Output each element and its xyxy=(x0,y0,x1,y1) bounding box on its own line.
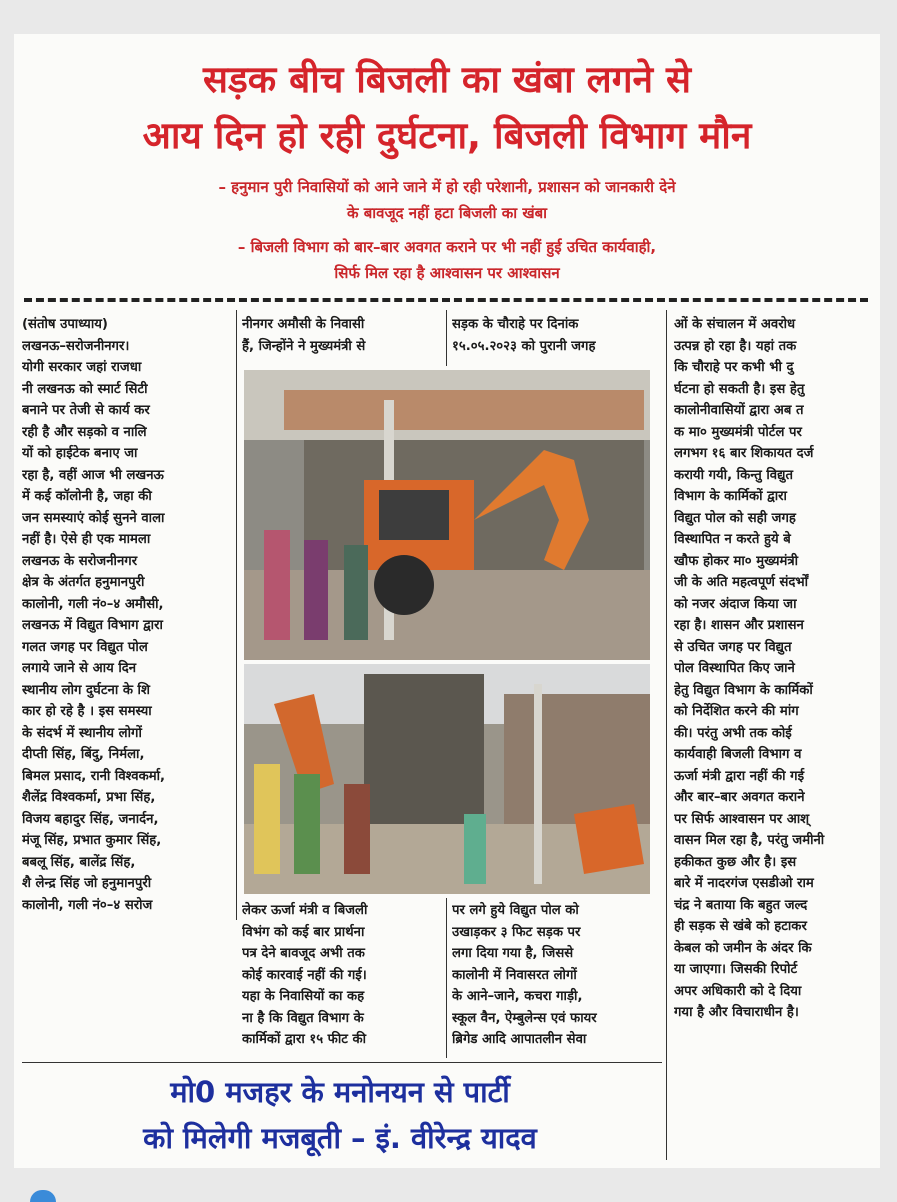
subhead-line-4: सिर्फ मिल रहा है आश्वासन पर आश्वासन xyxy=(334,264,560,282)
article-line: वासन मिल रहा है, परंतु जमीनी xyxy=(674,833,825,848)
article-line: बारे में नादरगंज एसडीओ राम xyxy=(674,876,814,891)
subhead-line-1: – हनुमान पुरी निवासियों को आने जाने में हो रही परेशानी, प्रशासन को जानकारी देने xyxy=(218,178,676,196)
article-line: कार्मिकों द्वारा १५ फीट की xyxy=(242,1032,367,1047)
article-line: हेतु विद्युत विभाग के कार्मिकों xyxy=(674,682,813,698)
article-line: गया है और विचाराधीन है। xyxy=(674,1005,799,1020)
article-line: जन समस्याएं कोई सुनने वाला xyxy=(22,510,165,526)
column-rule xyxy=(446,898,447,1058)
article-line: रही है और सड़को व नालि xyxy=(22,424,147,440)
article-line: शैलेंद्र विश्वकर्मा, प्रभा सिंह, xyxy=(22,790,156,805)
article-line: योगी सरकार जहां राजधा xyxy=(22,360,142,375)
column-rule xyxy=(446,310,447,366)
article-line: स्थानीय लोग दुर्घटना के शि xyxy=(22,682,150,698)
article-line: रहा है, वहीं आज भी लखनऊ xyxy=(22,467,164,483)
article-line: को नजर अंदाज किया जा xyxy=(674,596,797,612)
article-line: अपर अधिकारी को दे दिया xyxy=(674,983,802,999)
article-line: और बार–बार अवगत कराने xyxy=(674,790,805,805)
article-line: यहा के निवासियों का कह xyxy=(242,989,365,1004)
article-column-3-top xyxy=(452,314,660,364)
article-line: ही सड़क से खंबे को हटाकर xyxy=(674,919,807,934)
article-line: कालोनी में निवासरत लोगों xyxy=(452,967,577,983)
bottom-headline-line-1: मो0 मजहर के मनोनयन से पार्टी xyxy=(170,1075,510,1109)
article-line: कोई कारवाई नहीं की गई। xyxy=(242,967,367,983)
article-line: कार्यवाही बिजली विभाग व xyxy=(674,747,802,762)
article-line: लखनऊ–सरोजनीनगर। xyxy=(22,338,130,354)
article-line: र्घटना हो सकती है। इस हेतु xyxy=(674,381,805,397)
screen-bottom-strip xyxy=(0,1168,897,1200)
photo-excavator-removing-pole xyxy=(244,370,650,660)
article-line: की। परंतु अभी तक कोई xyxy=(674,725,792,741)
article-column-4 xyxy=(674,314,876,1164)
article-line: हैं, जिन्होंने ने मुख्यमंत्री से xyxy=(242,338,366,354)
article-line: बनाने पर तेजी से कार्य कर xyxy=(22,403,150,418)
photo-residents-and-excavator xyxy=(244,664,650,894)
article-line: पोल विस्थापित किए जाने xyxy=(674,661,795,676)
article-line: बिमल प्रसाद, रानी विश्वकर्मा, xyxy=(22,768,166,784)
article-line: विभंग को कई बार प्रार्थना xyxy=(242,924,365,940)
article-column-1 xyxy=(22,314,234,924)
article-line: ब्रिगेड आदि आपातलीन सेवा xyxy=(452,1032,587,1047)
article-line: पर लगे हुये विद्युत पोल को xyxy=(452,903,579,918)
article-column-3-bottom xyxy=(452,900,660,1058)
article-line: विभाग के कार्मिकों द्वारा xyxy=(674,489,787,504)
column-rule xyxy=(236,310,237,920)
article-line: विद्युत पोल को सही जगह xyxy=(674,510,796,526)
article-line: कालोनीवासियों द्वारा अब त xyxy=(674,403,804,418)
article-line: स्कूल वैन, ऐम्बुलेन्स एवं फायर xyxy=(452,1010,597,1026)
bottom-headline-line-2: को मिलेगी मजबूती – इं. वीरेन्द्र यादव xyxy=(143,1121,537,1155)
article-line: सड़क के चौराहे पर दिनांक xyxy=(452,317,579,332)
section-rule xyxy=(22,1062,662,1063)
article-line: गलत जगह पर विद्युत पोल xyxy=(22,639,148,655)
subhead-line-3: – बिजली विभाग को बार–बार अवगत कराने पर भी नहीं हुई उचित कार्यवाही, xyxy=(237,238,657,256)
article-line: नीनगर अमौसी के निवासी xyxy=(242,317,365,332)
article-line: लेकर ऊर्जा मंत्री व बिजली xyxy=(242,903,368,918)
dashed-divider xyxy=(24,298,868,302)
article-line: रहा है। शासन और प्रशासन xyxy=(674,618,804,633)
article-line: १५.०५.२०२३ को पुरानी जगह xyxy=(452,338,596,354)
article-line: कार हो रहे है । इस समस्या xyxy=(22,704,152,719)
article-line: ओं के संचालन में अवरोध xyxy=(674,317,796,332)
headline-line-2: आय दिन हो रही दुर्घटना, बिजली विभाग मौन xyxy=(142,114,752,157)
article-line: उत्पन्न हो रहा है। यहां तक xyxy=(674,338,797,354)
article-line: विस्थापित न करते हुये बे xyxy=(674,532,791,547)
article-line: बबलू सिंह, बालेंद्र सिंह, xyxy=(22,854,136,870)
article-line: (संतोष उपाध्याय) xyxy=(22,317,108,332)
article-line: विजय बहादुर सिंह, जनार्दन, xyxy=(22,811,159,827)
article-line: के संदर्भ में स्थानीय लोगों xyxy=(22,725,142,741)
article-line: पत्र देने बावजूद अभी तक xyxy=(242,946,365,961)
article-line: ऊर्जा मंत्री द्वारा नहीं की गई xyxy=(674,768,805,784)
article-line: पर सिर्फ आश्वासन पर आश् xyxy=(674,811,810,827)
article-line: के आने–जाने, कचरा गाड़ी, xyxy=(452,989,583,1004)
article-line: खौफ होकर मा० मुख्यमंत्री xyxy=(674,553,799,569)
article-line: लगभग १६ बार शिकायत दर्ज xyxy=(674,446,814,461)
article-line: लगा दिया गया है, जिससे xyxy=(452,946,574,961)
article-line: दीप्ती सिंह, बिंदु, निर्मला, xyxy=(22,747,145,762)
article-line: जी के अति महत्वपूर्ण संदर्भों xyxy=(674,575,809,590)
article-column-2-top xyxy=(242,314,442,364)
article-line: लखनऊ के सरोजनीनगर xyxy=(22,553,138,569)
article-line: केबल को जमीन के अंदर कि xyxy=(674,940,812,956)
subhead-line-2: के बावजूद नहीं हटा बिजली का खंबा xyxy=(346,204,548,222)
article-line: उखाड़कर ३ फिट सड़क पर xyxy=(452,924,581,940)
article-line: लखनऊ में विद्युत विभाग द्वारा xyxy=(22,618,163,633)
article-line: लगाये जाने से आय दिन xyxy=(22,661,137,676)
article-line: में कई कॉलोनी है, जहा की xyxy=(22,489,152,504)
article-line: यों को हाईटेक बनाए जा xyxy=(22,446,138,461)
article-line: या जाएगा। जिसकी रिपोर्ट xyxy=(674,962,798,977)
article-line: शै लेन्द्र सिंह जो हनुमानपुरी xyxy=(22,876,152,891)
article-line: कालोनी, गली नं०–४ अमौसी, xyxy=(22,596,164,612)
article-line: क मा० मुख्यमंत्री पोर्टल पर xyxy=(674,424,802,440)
article-line: नहीं है। ऐसे ही एक मामला xyxy=(22,532,151,547)
article-column-2-bottom xyxy=(242,900,442,1058)
article-line: से उचित जगह पर विद्युत xyxy=(674,639,792,655)
article-line: ना है कि विद्युत विभाग के xyxy=(242,1010,364,1026)
article-line: क्षेत्र के अंतर्गत हनुमानपुरी xyxy=(22,575,145,590)
article-line: हकीकत कुछ और है। इस xyxy=(674,854,797,870)
article-line: करायी गयी, किन्तु विद्युत xyxy=(674,467,793,483)
article-line: चंद्र ने बताया कि बहुत जल्द xyxy=(674,897,808,913)
column-rule xyxy=(666,310,667,1160)
article-line: को निर्देशित करने की मांग xyxy=(674,704,799,719)
headline-line-1: सड़क बीच बिजली का खंबा लगने से xyxy=(203,58,691,101)
article-line: कालोनी, गली नं०–४ सरोज xyxy=(22,897,153,913)
article-line: मंजू सिंह, प्रभात कुमार सिंह, xyxy=(22,833,162,848)
newspaper-clipping xyxy=(14,34,880,1168)
article-line: कि चौराहे पर कभी भी दु xyxy=(674,360,794,375)
article-line: नी लखनऊ को स्मार्ट सिटी xyxy=(22,381,148,397)
